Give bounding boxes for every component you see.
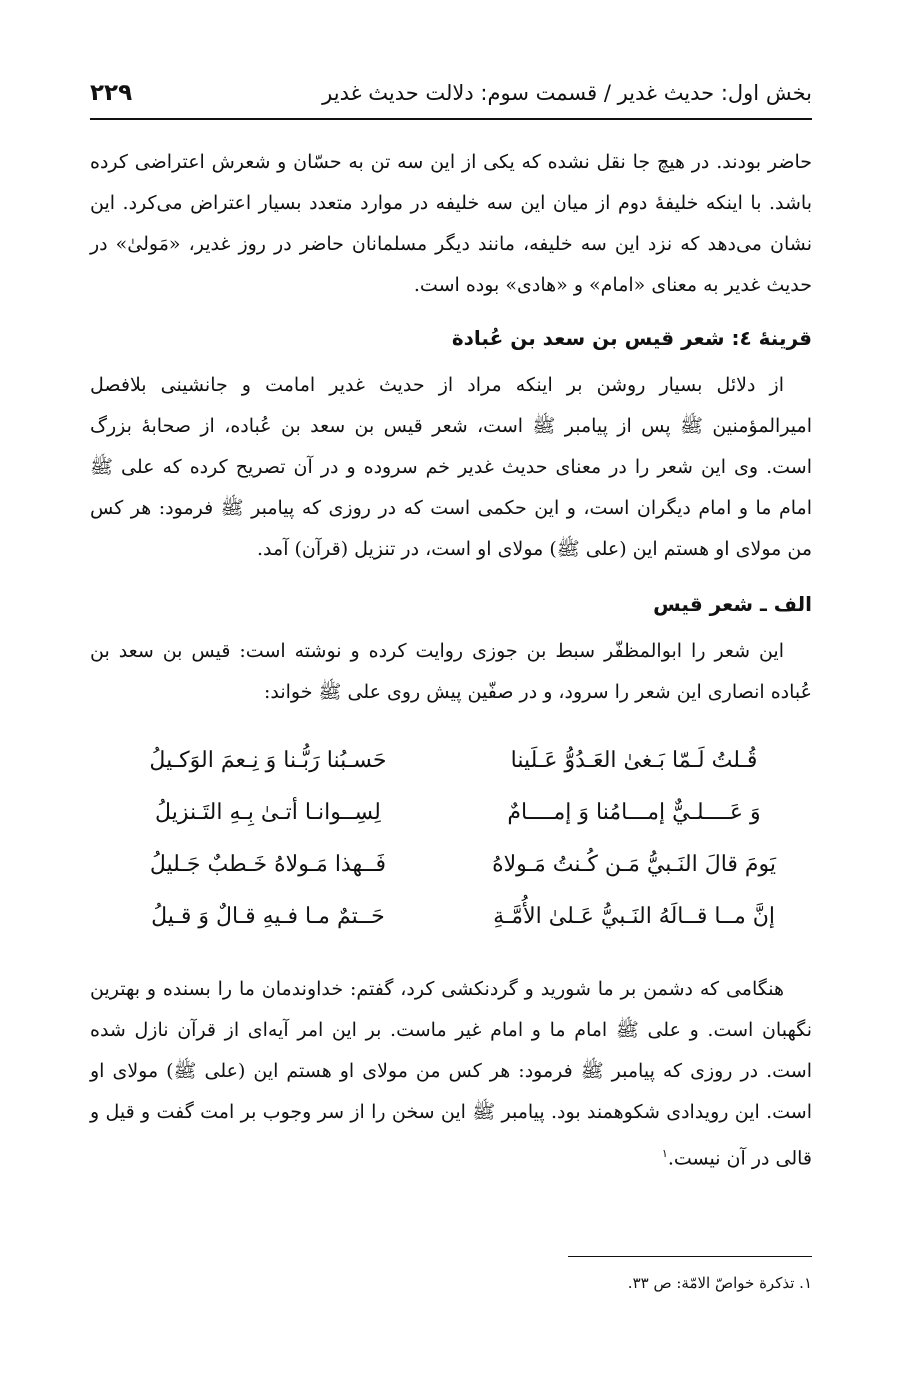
verse-second-hemistich: حَسـبُنا رَبُّـنا وَ نِـعمَ الوَكـيلُ — [149, 748, 387, 773]
paragraph-2: از دلائل بسیار روشن بر اینکه مراد از حدیث غدیر امامت و جانشینی بلافصل امیرالمؤمنین ﷺ پس از پیامبر ﷺ است، شعر قیس بن سعد بن عُباده، از صحابهٔ بزرگ است. وی این شعر را در معنای حدیث غدیر خم سروده و در آن تصریح کرده که علی ﷺ امام ما و امام دیگران است، و این حکمی است که در روزی که پیامبر ﷺ فرمود: هر کس من مولای او هستم این (علی ﷺ) مولای او است، در تنزیل (قرآن) آمد. — [90, 374, 812, 560]
verse-second-hemistich: فَــهذا مَـولاهُ خَـطبٌ جَـليلُ — [149, 852, 387, 877]
poem-verse — [100, 787, 802, 839]
running-head: بخش اول: حدیث غدیر / قسمت سوم: دلالت حدیث غدیر — [322, 81, 812, 105]
page-header — [90, 68, 812, 118]
paragraph-3: این شعر را ابوالمظفّر سبط بن جوزی روایت کرده و نوشته است: قیس بن سعد بن عُباده انصاری این شعر را سرود، و در صفّین پیش روی علی ﷺ خواند: — [90, 640, 812, 703]
header-rule — [90, 118, 812, 120]
subsection-heading: الف ـ شعر قیس — [653, 592, 812, 616]
footnote-reference[interactable]: ۱ — [661, 1147, 668, 1160]
poem-verse — [100, 891, 802, 943]
main-text — [90, 142, 812, 1179]
page-number: ۲۲۹ — [90, 80, 133, 106]
verse-second-hemistich: لِسِــوانـا أتـىٰ بِـهِ التَـنزيلُ — [155, 800, 381, 825]
footnote-rule — [568, 1256, 812, 1257]
verse-first-hemistich: وَ عَــــلـيٌّ إمـــامُنا وَ إمــــامٌ — [507, 800, 761, 825]
paragraph-4 — [90, 969, 812, 1179]
poem-verse — [100, 735, 802, 787]
verse-first-hemistich: قُـلتُ لَـمّا بَـغىٰ العَـدُوُّ عَـلَينا — [510, 748, 758, 773]
poem-verse — [100, 839, 802, 891]
verse-first-hemistich: إنَّ مــا قــالَهُ النَـبيُّ عَـلىٰ الأُمَّـةِ — [493, 904, 776, 929]
verse-second-hemistich: حَــتمٌ مـا فـيهِ قـالٌ وَ قـيلُ — [151, 904, 385, 929]
section-heading: قرینهٔ ٤: شعر قیس بن سعد بن عُبادة — [451, 326, 812, 350]
footnote: ۱. تذکرة خواصّ الامّة: ص ۳۳. — [627, 1274, 812, 1292]
verse-first-hemistich: يَومَ قالَ النَـبيُّ مَـن كُـنتُ مَـولاهُ — [492, 852, 777, 877]
paragraph-4-text: هنگامی که دشمن بر ما شورید و گردنکشی کرد، گفتم: خداوندمان ما را بسنده و بهترین نگهبان است. و علی ﷺ امام ما و امام غیر ماست. بر این امر آیه‌ای از قرآن نازل شده است. در روزی که پیامبر ﷺ فرمود: هر کس من مولای او هستم این (علی ﷺ) مولای او است. این رویدادی شکوهمند بود. پیامبر ﷺ این سخن را از سر وجوب بر امت گفت و قیل و قالی در آن نیست. — [90, 978, 812, 1170]
poem — [100, 735, 802, 943]
paragraph-1: حاضر بودند. در هیچ جا نقل نشده که یکی از این سه تن به حسّان و شعرش اعتراضی کرده باشد. با اینکه خلیفهٔ دوم از میان این سه خلیفه در موارد متعدد بسیار اعتراض می‌کرد. این نشان می‌دهد که نزد این سه خلیفه، مانند دیگر مسلمانان حاضر در روز غدیر، «مَولیٰ» در حدیث غدیر به معنای «امام» و «هادی» بوده است. — [90, 151, 812, 296]
